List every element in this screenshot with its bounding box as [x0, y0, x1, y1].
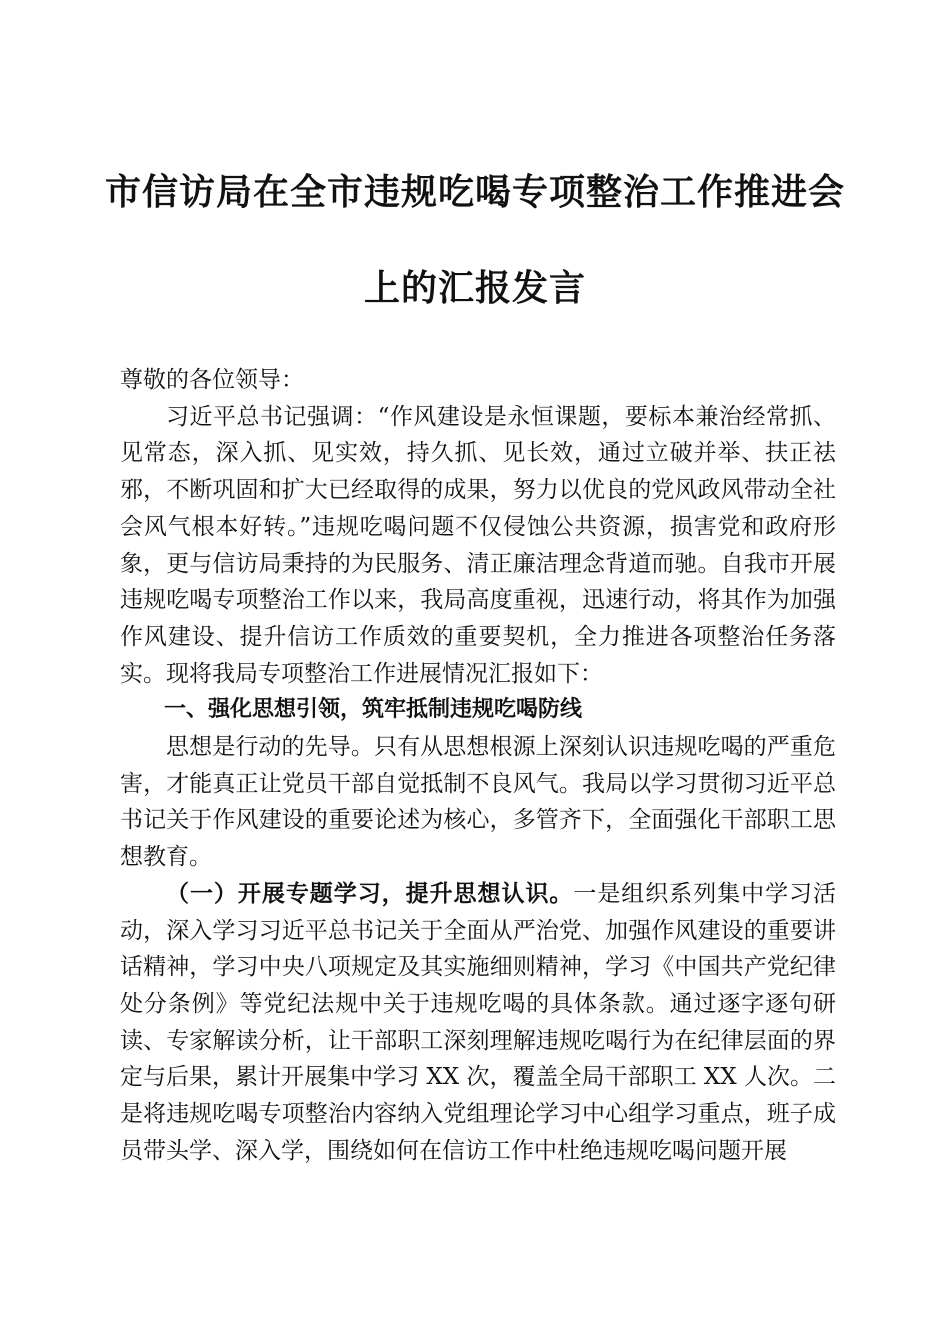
- document-title-line-1: 市信访局在全市违规吃喝专项整治工作推进会: [104, 171, 845, 213]
- greeting: 尊敬的各位领导：: [120, 367, 304, 393]
- section-heading-1: 一、强化思想引领，筑牢抵制违规吃喝防线: [164, 697, 583, 723]
- intro-paragraph: 习近平总书记强调：“作风建设是永恒课题，要标本兼治经常抓、见常态，深入抓、见实效，持久抓、见长效，通过立破并举、扶正祛邪，不断巩固和扩大已经取得的成果，努力以优良的党风政风带动全社会风气根本好转。”违规吃喝问题不仅侵蚀公共资源，损害党和政府形象，更与信访局秉持的为民服务、清正廉洁理念背道而驰。自我市开展违规吃喝专项整治工作以来，我局高度重视，迅速行动，将其作为加强作风建设、提升信访工作质效的重要契机，全力推进各项整治任务落实。现将我局专项整治工作进展情况汇报如下：: [120, 403, 836, 687]
- subsection-1-paragraph: [120, 876, 836, 1170]
- subsection-1-lead: （一）开展专题学习，提升思想认识。: [166, 879, 574, 907]
- document-title-line-2: 上的汇报发言: [363, 267, 586, 309]
- subsection-1-text: 一是组织系列集中学习活动，深入学习习近平总书记关于全面从严治党、加强作风建设的重要讲话精神，学习中央八项规定及其实施细则精神，学习《中国共产党纪律处分条例》等党纪法规中关于违规吃喝的具体条款。通过逐字逐句研读、专家解读分析，让干部职工深刻理解违规吃喝行为在纪律层面的界定与后果，累计开展集中学习 XX 次，覆盖全局干部职工 XX 人次。二是将违规吃喝专项整治内容纳入党组理论学习中心组学习重点，班子成员带头学、深入学，围绕如何在信访工作中杜绝违规吃喝问题开展: [120, 880, 837, 1164]
- document-body: [120, 362, 836, 1169]
- section-1-paragraph: 思想是行动的先导。只有从思想根源上深刻认识违规吃喝的严重危害，才能真正让党员干部自觉抵制不良风气。我局以学习贯彻习近平总书记关于作风建设的重要论述为核心，多管齐下，全面强化干部职工思想教育。: [120, 734, 836, 871]
